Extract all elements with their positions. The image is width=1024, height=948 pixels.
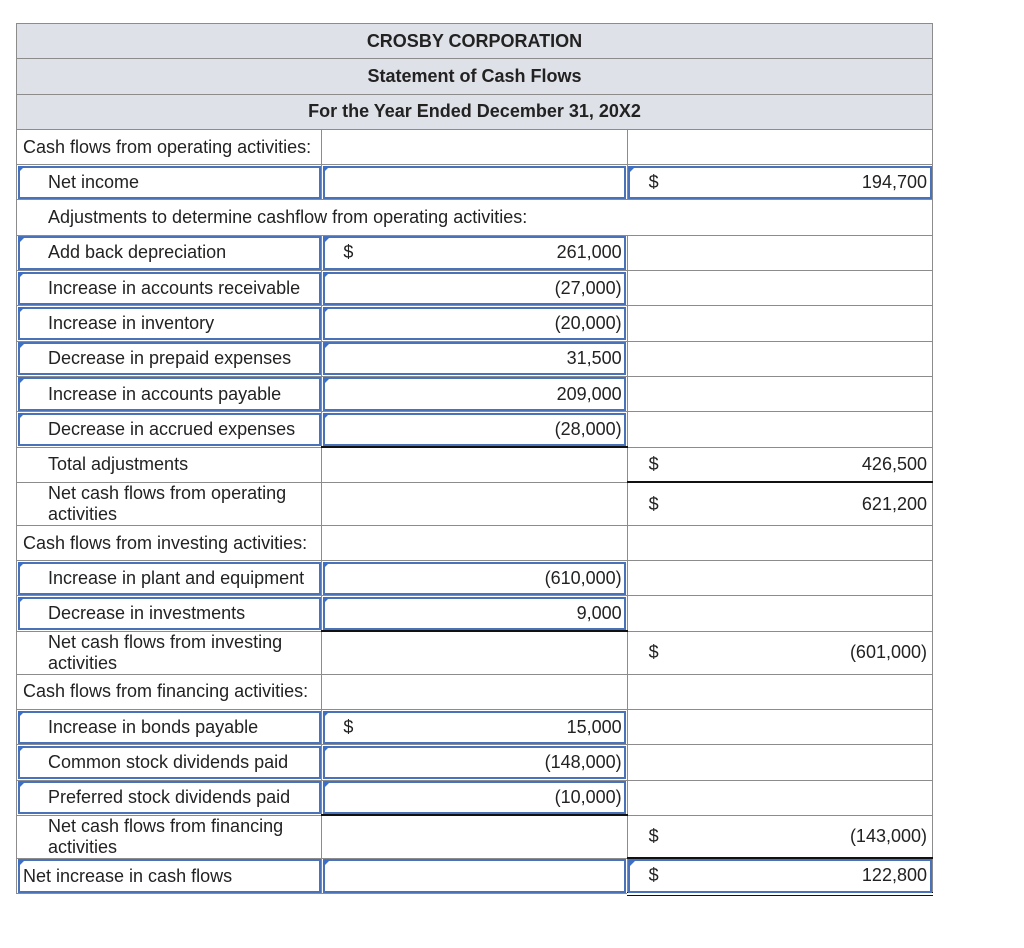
total-cell xyxy=(627,780,932,815)
label-input[interactable]: Decrease in accrued expenses xyxy=(17,412,322,447)
amount-cell xyxy=(322,631,627,674)
total-cell xyxy=(627,129,932,164)
amount-cell[interactable] xyxy=(322,271,627,306)
amount-value: (10,000) xyxy=(554,787,622,808)
amount-value: (601,000) xyxy=(849,642,927,663)
statement-title: Statement of Cash Flows xyxy=(17,59,933,94)
amount-cell[interactable] xyxy=(322,235,627,270)
statement-row xyxy=(17,306,933,341)
total-cell xyxy=(627,447,932,482)
amount-cell xyxy=(322,674,627,709)
label-input[interactable]: Net income xyxy=(17,165,322,200)
amount-cell[interactable] xyxy=(322,710,627,745)
statement-row xyxy=(17,596,933,631)
label-input[interactable]: Decrease in prepaid expenses xyxy=(17,341,322,376)
amount-cell[interactable] xyxy=(322,561,627,596)
total-cell[interactable] xyxy=(627,165,932,200)
label-input[interactable]: Net increase in cash flows xyxy=(17,858,322,893)
statement-row xyxy=(17,780,933,815)
dollar-sign: $ xyxy=(648,493,659,514)
amount-value: 31,500 xyxy=(566,348,622,369)
amount-cell[interactable] xyxy=(322,412,627,447)
amount-cell xyxy=(322,447,627,482)
total-cell xyxy=(627,561,932,596)
label-input[interactable]: Increase in inventory xyxy=(17,306,322,341)
amount-value: (610,000) xyxy=(544,567,622,588)
statement-row xyxy=(17,165,933,200)
statement-row xyxy=(17,447,933,482)
total-cell xyxy=(627,710,932,745)
dollar-sign: $ xyxy=(343,242,354,263)
statement-row xyxy=(17,235,933,270)
total-cell xyxy=(627,674,932,709)
amount-cell xyxy=(322,525,627,560)
amount-value: (28,000) xyxy=(554,418,622,439)
amount-cell[interactable] xyxy=(322,306,627,341)
row-label: Cash flows from operating activities: xyxy=(17,129,322,164)
statement-row xyxy=(17,376,933,411)
amount-cell[interactable] xyxy=(322,745,627,780)
label-input[interactable]: Add back depreciation xyxy=(17,235,322,270)
total-cell xyxy=(627,376,932,411)
amount-value: 426,500 xyxy=(861,453,927,474)
label-input[interactable]: Common stock dividends paid xyxy=(17,745,322,780)
total-cell xyxy=(627,306,932,341)
statement-row xyxy=(17,710,933,745)
statement-row xyxy=(17,561,933,596)
amount-value: (27,000) xyxy=(554,277,622,298)
amount-value: 122,800 xyxy=(861,865,927,886)
amount-cell[interactable] xyxy=(322,165,627,200)
amount-cell[interactable] xyxy=(322,858,627,893)
total-cell xyxy=(627,341,932,376)
row-label: Net cash flows from investing activities xyxy=(17,631,322,674)
dollar-sign: $ xyxy=(648,642,659,663)
statement-row xyxy=(17,200,933,235)
statement-row xyxy=(17,815,933,858)
total-cell xyxy=(627,631,932,674)
dollar-sign: $ xyxy=(648,453,659,474)
statement-row xyxy=(17,482,933,525)
amount-value: (148,000) xyxy=(544,751,622,772)
amount-value: 15,000 xyxy=(566,716,622,737)
amount-value: (20,000) xyxy=(554,313,622,334)
statement-row xyxy=(17,525,933,560)
amount-value: 194,700 xyxy=(861,171,927,192)
dollar-sign: $ xyxy=(648,865,659,886)
amount-value: 621,200 xyxy=(861,493,927,514)
total-cell xyxy=(627,235,932,270)
row-label: Adjustments to determine cashflow from operating activities: xyxy=(17,200,933,235)
total-cell xyxy=(627,412,932,447)
dollar-sign: $ xyxy=(343,716,354,737)
label-input[interactable]: Increase in plant and equipment xyxy=(17,561,322,596)
amount-cell xyxy=(322,129,627,164)
statement-row xyxy=(17,271,933,306)
row-label: Cash flows from investing activities: xyxy=(17,525,322,560)
label-input[interactable]: Increase in accounts payable xyxy=(17,376,322,411)
row-label: Net cash flows from financing activities xyxy=(17,815,322,858)
label-input[interactable]: Preferred stock dividends paid xyxy=(17,780,322,815)
amount-cell[interactable] xyxy=(322,341,627,376)
amount-cell xyxy=(322,815,627,858)
amount-cell[interactable] xyxy=(322,596,627,631)
label-input[interactable]: Increase in accounts receivable xyxy=(17,271,322,306)
label-input[interactable]: Decrease in investments xyxy=(17,596,322,631)
company-name: CROSBY CORPORATION xyxy=(17,24,933,59)
row-label: Cash flows from financing activities: xyxy=(17,674,322,709)
amount-value: 209,000 xyxy=(556,383,622,404)
total-cell xyxy=(627,815,932,858)
statement-period: For the Year Ended December 31, 20X2 xyxy=(17,94,933,129)
amount-cell[interactable] xyxy=(322,376,627,411)
total-cell xyxy=(627,482,932,525)
row-label: Total adjustments xyxy=(17,447,322,482)
total-cell xyxy=(627,596,932,631)
amount-value: 9,000 xyxy=(576,602,622,623)
statement-row xyxy=(17,745,933,780)
total-cell[interactable] xyxy=(627,858,932,893)
total-cell xyxy=(627,525,932,560)
amount-value: 261,000 xyxy=(556,242,622,263)
statement-row xyxy=(17,631,933,674)
amount-cell[interactable] xyxy=(322,780,627,815)
statement-row xyxy=(17,674,933,709)
row-label: Net cash flows from operating activities xyxy=(17,482,322,525)
cash-flow-statement-table xyxy=(16,23,933,896)
statement-row xyxy=(17,412,933,447)
total-cell xyxy=(627,745,932,780)
statement-row xyxy=(17,341,933,376)
total-cell xyxy=(627,271,932,306)
dollar-sign: $ xyxy=(648,826,659,847)
label-input[interactable]: Increase in bonds payable xyxy=(17,710,322,745)
statement-row xyxy=(17,129,933,164)
statement-row xyxy=(17,858,933,893)
amount-value: (143,000) xyxy=(849,826,927,847)
dollar-sign: $ xyxy=(648,171,659,192)
amount-cell xyxy=(322,482,627,525)
